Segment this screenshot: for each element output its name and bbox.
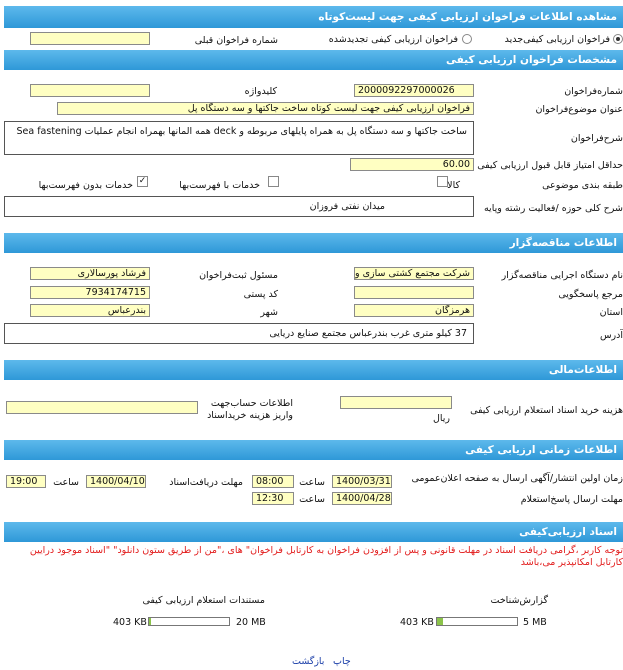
radio-renew[interactable] (462, 34, 472, 44)
account-label: اطلاعات حساب‌جهت واریز هزینه خرید‌اسناد (207, 398, 293, 421)
reply-date[interactable]: 1400/04/28 (332, 492, 392, 505)
receive-time[interactable]: 19:00 (6, 475, 46, 488)
radio-new-label: فراخوان ارزیابی کیفی‌جدید (504, 34, 610, 45)
postal-field[interactable]: 7934174715 (30, 286, 150, 299)
report-progress-fill (437, 618, 443, 625)
radio-renew-label: فراخوان ارزیابی کیفی تجدیدشده (328, 34, 458, 45)
number-field[interactable]: 2000092297000026 (354, 84, 474, 97)
cat-services-nolist-checkbox[interactable]: ✓ (138, 176, 147, 186)
cat-goods-label: کالا (447, 180, 460, 191)
inquiry-max: 20 MB (236, 617, 266, 628)
reply-label: مهلت ارسال پاسخ‌استعلام (520, 494, 623, 505)
back-link[interactable]: بازگشت (292, 656, 325, 667)
province-label: استان (599, 307, 623, 318)
radio-new[interactable] (613, 34, 623, 44)
city-label: شهر (260, 307, 278, 318)
report-label: گزارش‌شناخت (490, 595, 548, 606)
report-progress (436, 617, 518, 626)
address-label: آدرس (599, 330, 623, 341)
inquiry-progress (148, 617, 230, 626)
report-max: 5 MB (523, 617, 547, 628)
prev-no-field[interactable] (30, 32, 150, 45)
ref-field[interactable] (354, 286, 474, 299)
min-score-label: حداقل امتیاز قابل قبول ارزیابی کیفی (477, 160, 623, 171)
city-field[interactable]: بندرعباس (30, 304, 150, 317)
category-label: طبقه بندی موضوعی (542, 180, 623, 191)
cat-services-nolist-label: خدمات بدون فهرست‌بها (38, 180, 133, 191)
fee-label: هزینه خرید اسناد استعلام ارزیابی کیفی (470, 405, 623, 416)
keyword-label: کلیدواژه (244, 86, 277, 97)
keyword-field[interactable] (30, 84, 150, 97)
fee-field[interactable] (340, 396, 452, 409)
receive-time-label: ساعت (53, 477, 79, 488)
address-field[interactable]: 37 کیلو متری غرب بندرعباس مجتمع صنایع دریایی (4, 323, 474, 344)
fee-unit: ریال (432, 413, 450, 424)
reply-time[interactable]: 12:30 (252, 492, 294, 505)
docs-notice: توجه کاربر ،گرامی دریافت اسناد در مهلت قانونی و پس از افزودن فراخوان به کارتابل فراخوان" هاى ،"من از طریق ستون دانلود" "اسناد موجود درایین کارتابل امکانپذیر می،باشد (29, 545, 623, 568)
org-section-header: اطلاعات مناقصه‌گزار (4, 233, 623, 253)
cat-services-list-checkbox[interactable] (268, 176, 279, 187)
publish-time[interactable]: 08:00 (252, 475, 294, 488)
exec-field[interactable]: شرکت مجتمع کشتی سازی و (354, 267, 474, 280)
ref-label: مرجع پاسخگویی (558, 289, 623, 300)
docs-section-header: اسناد ارزیابی‌کیفی (4, 522, 623, 542)
description-field[interactable]: ساخت جاکتها و سه دستگاه پل به همراه پایلهای مربوطه و deck همه المانها بهمراه انجام عملیات Sea fastening (4, 121, 474, 155)
subject-field[interactable]: فراخوان ارزیابی کیفی جهت لیست کوتاه ساخت جاکتها و سه دستگاه پل (57, 102, 474, 115)
publish-date[interactable]: 1400/03/31 (332, 475, 392, 488)
prev-no-label: شماره فراخوان قبلی (194, 35, 278, 46)
reply-time-label: ساعت (299, 494, 325, 505)
page-title: مشاهده اطلاعات فراخوان ارزیابی کیفی جهت لیست‌کوتاه (4, 6, 623, 28)
finance-section-header: اطلاعات‌مالی (4, 360, 623, 380)
number-label: شماره‌فراخوان (564, 86, 623, 97)
exec-label: نام دستگاه اجرایی مناقصه‌گزار (501, 270, 623, 281)
account-field[interactable] (6, 401, 198, 414)
print-link[interactable]: چاپ (333, 656, 351, 667)
receive-label: مهلت دریافت‌اسناد (169, 477, 243, 488)
inquiry-progress-fill (149, 618, 151, 625)
timing-section-header: اطلاعات زمانی ارزیابی کیفی (4, 440, 623, 460)
postal-label: کد پستی (243, 289, 278, 300)
province-field[interactable]: هرمزگان (354, 304, 474, 317)
receive-date[interactable]: 1400/04/10 (86, 475, 146, 488)
inquiry-label: مستندات استعلام ارزیابی کیفی (142, 595, 265, 606)
scope-field[interactable]: میدان نفتی فروزان (4, 196, 474, 217)
subject-label: عنوان موضوع‌فراخوان (535, 104, 623, 115)
registrar-field[interactable]: فرشاد پورسالاری (30, 267, 150, 280)
report-size: 403 KB (400, 617, 434, 628)
inquiry-size: 403 KB (113, 617, 147, 628)
cat-services-list-label: خدمات با فهرست‌بها (179, 180, 260, 191)
registrar-label: مسئول ثبت‌فراخوان (199, 270, 278, 281)
publish-label: زمان اولین انتشار/آگهی ارسال به صفحه اعلان‌عمومی (411, 473, 623, 484)
min-score-field[interactable]: 60.00 (350, 158, 474, 171)
scope-label: شرح کلی حوزه /فعالیت رشته وپایه (483, 203, 623, 214)
spec-section-header: مشخصات فراخوان ارزیابی کیفی (4, 50, 623, 70)
publish-time-label: ساعت (299, 477, 325, 488)
description-label: شرح‌فراخوان (570, 133, 623, 144)
